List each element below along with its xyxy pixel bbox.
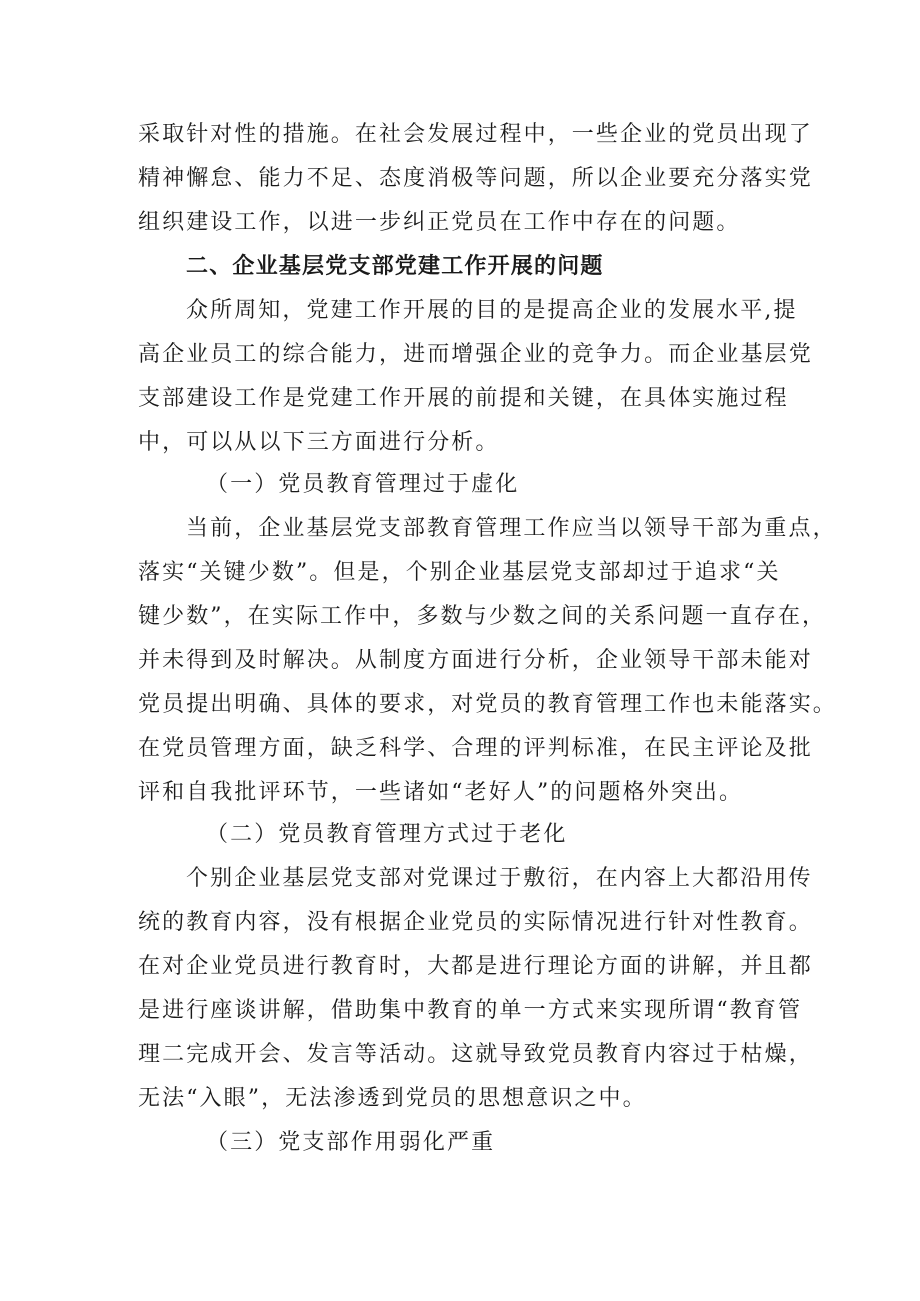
- section-heading: 二、企业基层党支部党建工作开展的问题: [186, 254, 604, 279]
- text-line: 在党员管理方面，缺乏科学、合理的评判标准，在民主评论及批: [138, 736, 813, 761]
- text-line: 当前，企业基层党支部教育管理工作应当以领导干部为重点，: [186, 516, 837, 541]
- subsection-2-title: （二）党员教育管理方式过于老化: [206, 822, 568, 847]
- subsection-3-title: （三）党支部作用弱化严重: [206, 1130, 496, 1155]
- text-line: 键少数”，在实际工作中，多数与少数之间的关系问题一直存在，: [138, 604, 827, 629]
- text-line: 党员提出明确、具体的要求，对党员的教育管理工作也未能落实。: [138, 692, 837, 717]
- text-line: 高企业员工的综合能力，进而增强企业的竞争力。而企业基层党: [138, 342, 813, 367]
- text-line: 精神懈怠、能力不足、态度消极等问题，所以企业要充分落实党: [138, 166, 813, 191]
- text-line: 理二完成开会、发言等活动。这就导致党员教育内容过于枯燥，: [138, 1042, 813, 1067]
- text-line: 并未得到及时解决。从制度方面进行分析，企业领导干部未能对: [138, 648, 813, 673]
- text-line: 无法“入眼”，无法渗透到党员的思想意识之中。: [138, 1086, 647, 1111]
- text-line: 统的教育内容，没有根据企业党员的实际情况进行针对性教育。: [138, 910, 813, 935]
- text-line: 是进行座谈讲解，借助集中教育的单一方式来实现所谓“教育管: [138, 998, 803, 1023]
- text-line: 组织建设工作，以进一步纠正党员在工作中存在的问题。: [138, 210, 741, 235]
- text-line: 中，可以从以下三方面进行分析。: [138, 430, 500, 455]
- text-line: 支部建设工作是党建工作开展的前提和关键，在具体实施过程: [138, 386, 789, 411]
- text-line: 众所周知，党建工作开展的目的是提高企业的发展水平,提: [186, 298, 798, 323]
- text-line: 采取针对性的措施。在社会发展过程中，一些企业的党员出现了: [138, 122, 813, 147]
- text-line: 评和自我批评环节，一些诸如“老好人”的问题格外突出。: [138, 780, 744, 805]
- text-line: 落实“关键少数”。但是，个别企业基层党支部却过于追求“关: [138, 560, 781, 585]
- text-line: 在对企业党员进行教育时，大都是进行理论方面的讲解，并且都: [138, 954, 813, 979]
- text-line: 个别企业基层党支部对党课过于敷衍，在内容上大都沿用传: [186, 866, 813, 891]
- subsection-1-title: （一）党员教育管理过于虚化: [206, 472, 520, 497]
